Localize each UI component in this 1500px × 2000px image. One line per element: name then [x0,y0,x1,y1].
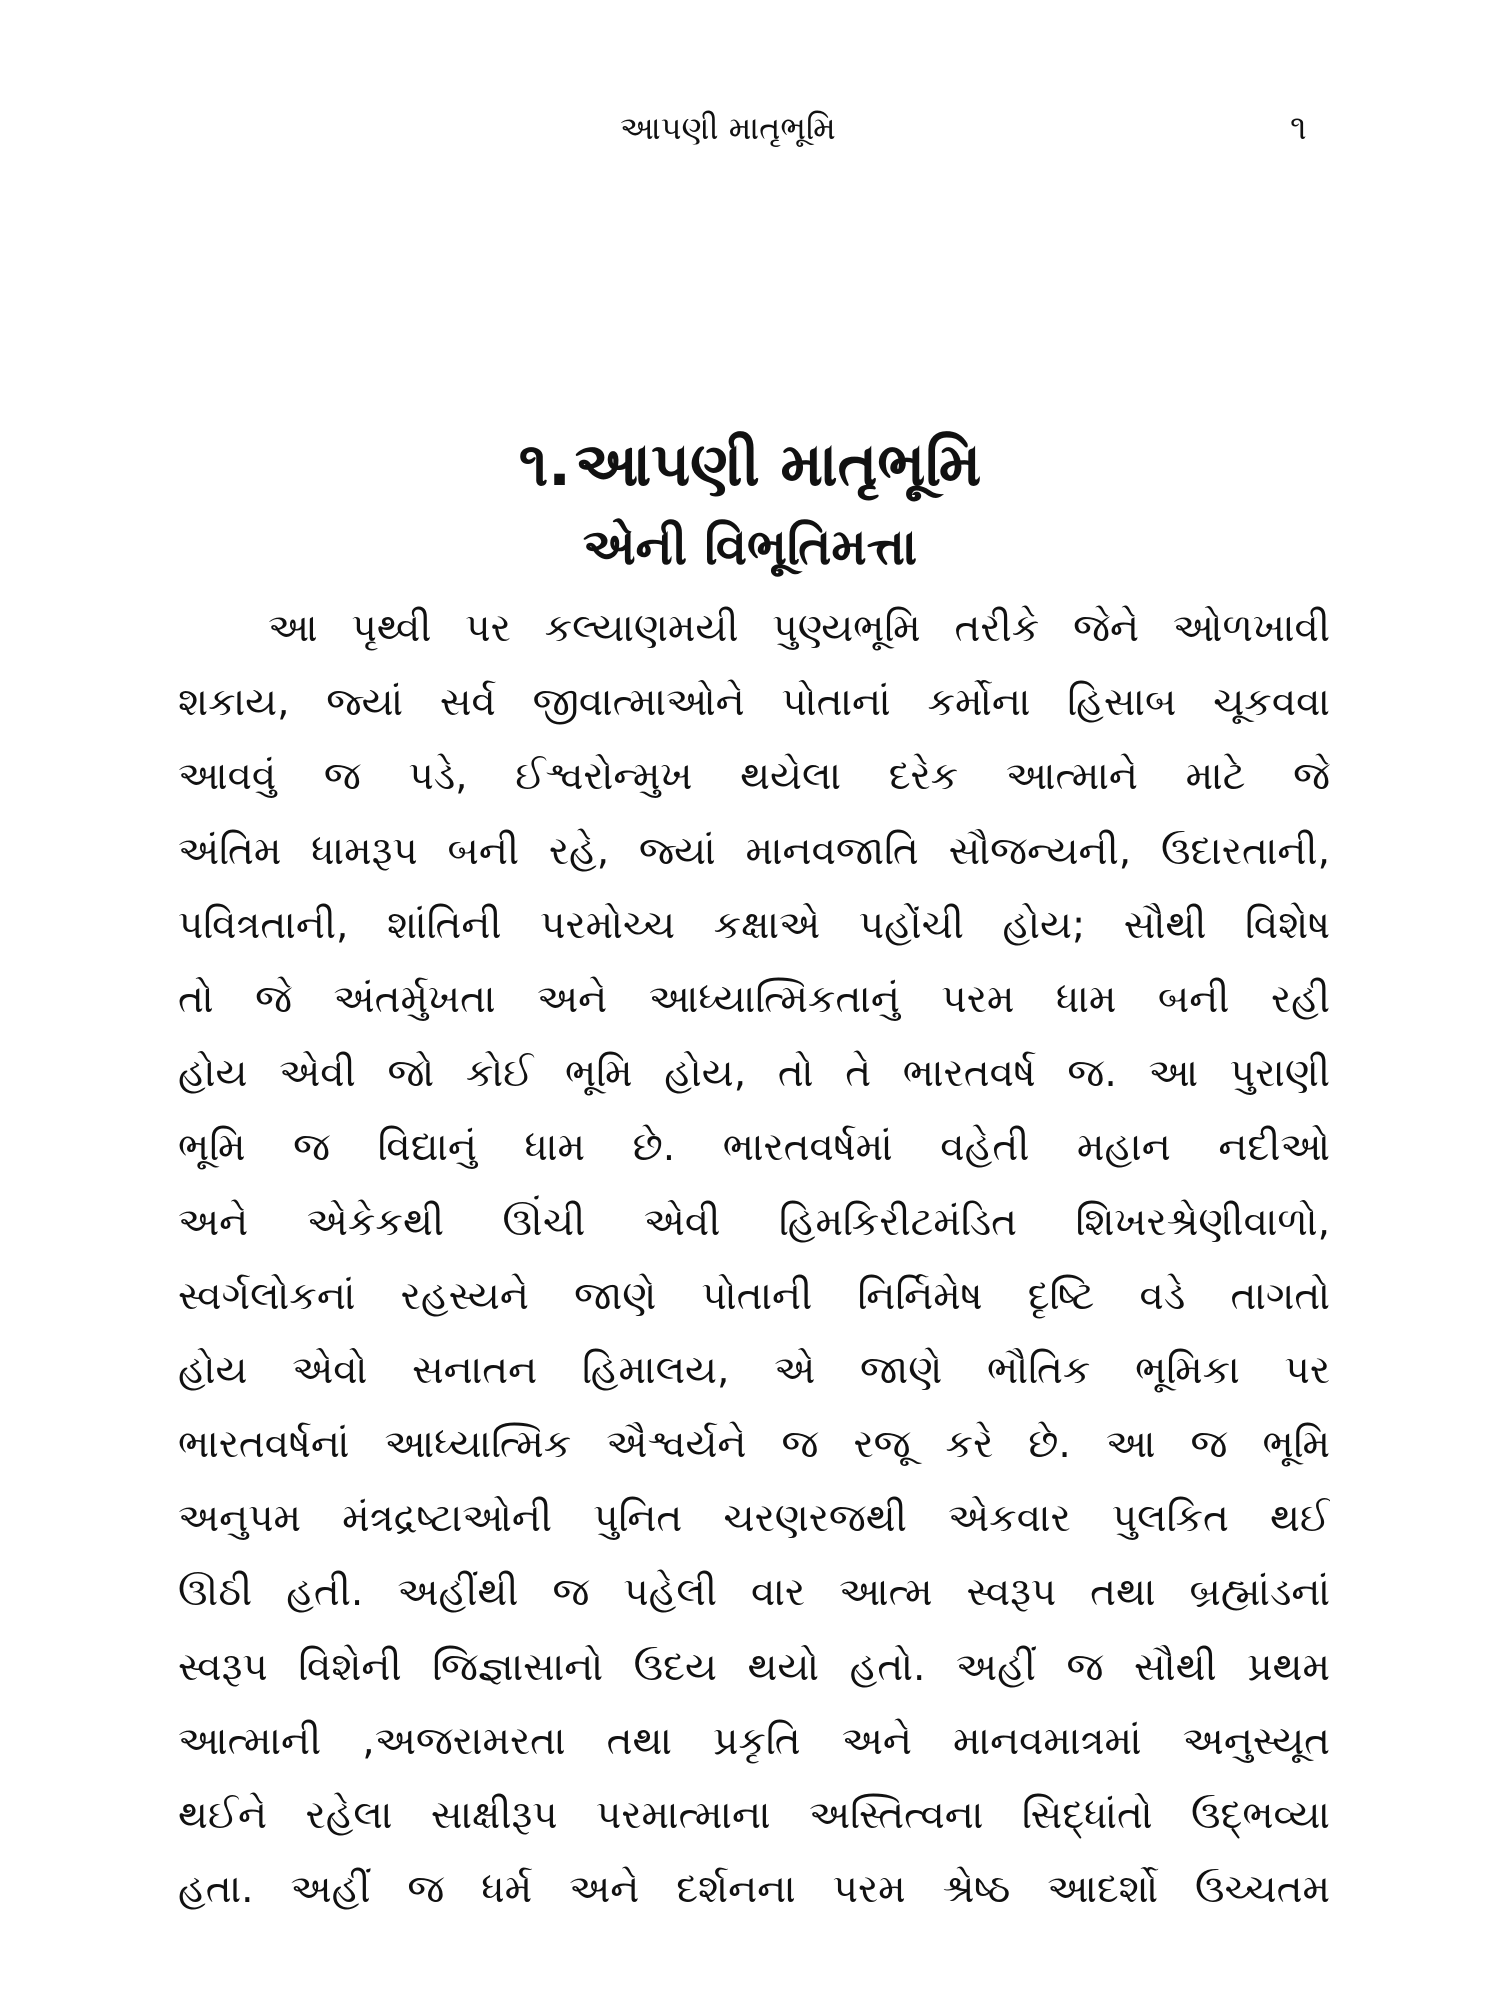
text-line: હોય એવી જો કોઈ ભૂમિ હોય, તો તે ભારતવર્ષ જ. આ પુરાણી [178,1051,1330,1097]
text-line: અંતિમ ધામરૂપ બની રહે, જ્યાં માનવજાતિ સૌજન્યની, ઉદારતાની, [178,828,1330,874]
text-line: હતા. અહીં જ ધર્મ અને દર્શનના પરમ શ્રેષ્ઠ આદર્શો ઉચ્ચતમ [178,1867,1330,1913]
text-line: સ્વર્ગલોકનાં રહસ્યને જાણે પોતાની નિર્નિમેષ દૃષ્ટિ વડે તાગતો [178,1273,1330,1319]
section-heading: એની વિભૂતિમત્તા [582,518,918,576]
text-line: આવવું જ પડે, ઈશ્વરોન્મુખ થયેલા દરેક આત્માને માટે જે [178,754,1330,800]
text-line: ભારતવર્ષનાં આધ્યાત્મિક ઐશ્વર્યને જ રજૂ કરે છે. આ જ ભૂમિ [178,1422,1330,1468]
chapter-number: ૧. [518,430,571,500]
running-header [0,100,1500,160]
text-line: ભૂમિ જ વિદ્યાનું ધામ છે. ભારતવર્ષમાં વહેતી મહાન નદીઓ [178,1125,1330,1171]
body-paragraph [178,592,1330,1927]
chapter-heading [0,425,1500,505]
text-line: સ્વરૂપ વિશેની જિજ્ઞાસાનો ઉદય થયો હતો. અહીં જ સૌથી પ્રથમ [178,1644,1330,1690]
page-number: ૧ [1290,108,1307,148]
chapter-title: આપણી માતૃભૂમિ [574,430,982,500]
text-line: આ પૃથ્વી પર કલ્યાણમયી પુણ્યભૂમિ તરીકે જેને ઓળખાવી [268,606,1330,651]
text-line: આત્માની ,અજરામરતા તથા પ્રકૃતિ અને માનવમાત્રમાં અનુસ્યૂત [178,1718,1330,1764]
text-line: હોય એવો સનાતન હિમાલય, એ જાણે ભૌતિક ભૂમિકા પર [178,1347,1330,1393]
text-line: થઈને રહેલા સાક્ષીરૂપ પરમાત્માના અસ્તિત્વના સિદ્ધાંતો ઉદ્‌ભવ્યા [178,1793,1330,1838]
running-title: આપણી માતૃભૂમિ [620,109,836,147]
text-line: પવિત્રતાની, શાંતિની પરમોચ્ચ કક્ષાએ પહોંચી હોય; સૌથી વિશેષ [178,902,1330,948]
text-line: તો જે અંતર્મુખતા અને આધ્યાત્મિકતાનું પરમ ધામ બની રહી [178,976,1330,1022]
text-line: અનુપમ મંત્રદ્રષ્ટાઓની પુનિત ચરણરજથી એકવાર પુલકિત થઈ [178,1496,1330,1542]
text-line: શકાય, જ્યાં સર્વ જીવાત્માઓને પોતાનાં કર્મોના હિસાબ ચૂકવવા [178,680,1330,726]
text-line: ઊઠી હતી. અહીંથી જ પહેલી વાર આત્મ સ્વરૂપ તથા બ્રહ્માંડનાં [178,1570,1330,1616]
text-line: અને એકેકથી ઊંચી એવી હિમકિરીટમંડિત શિખરશ્રેણીવાળો, [178,1199,1330,1245]
